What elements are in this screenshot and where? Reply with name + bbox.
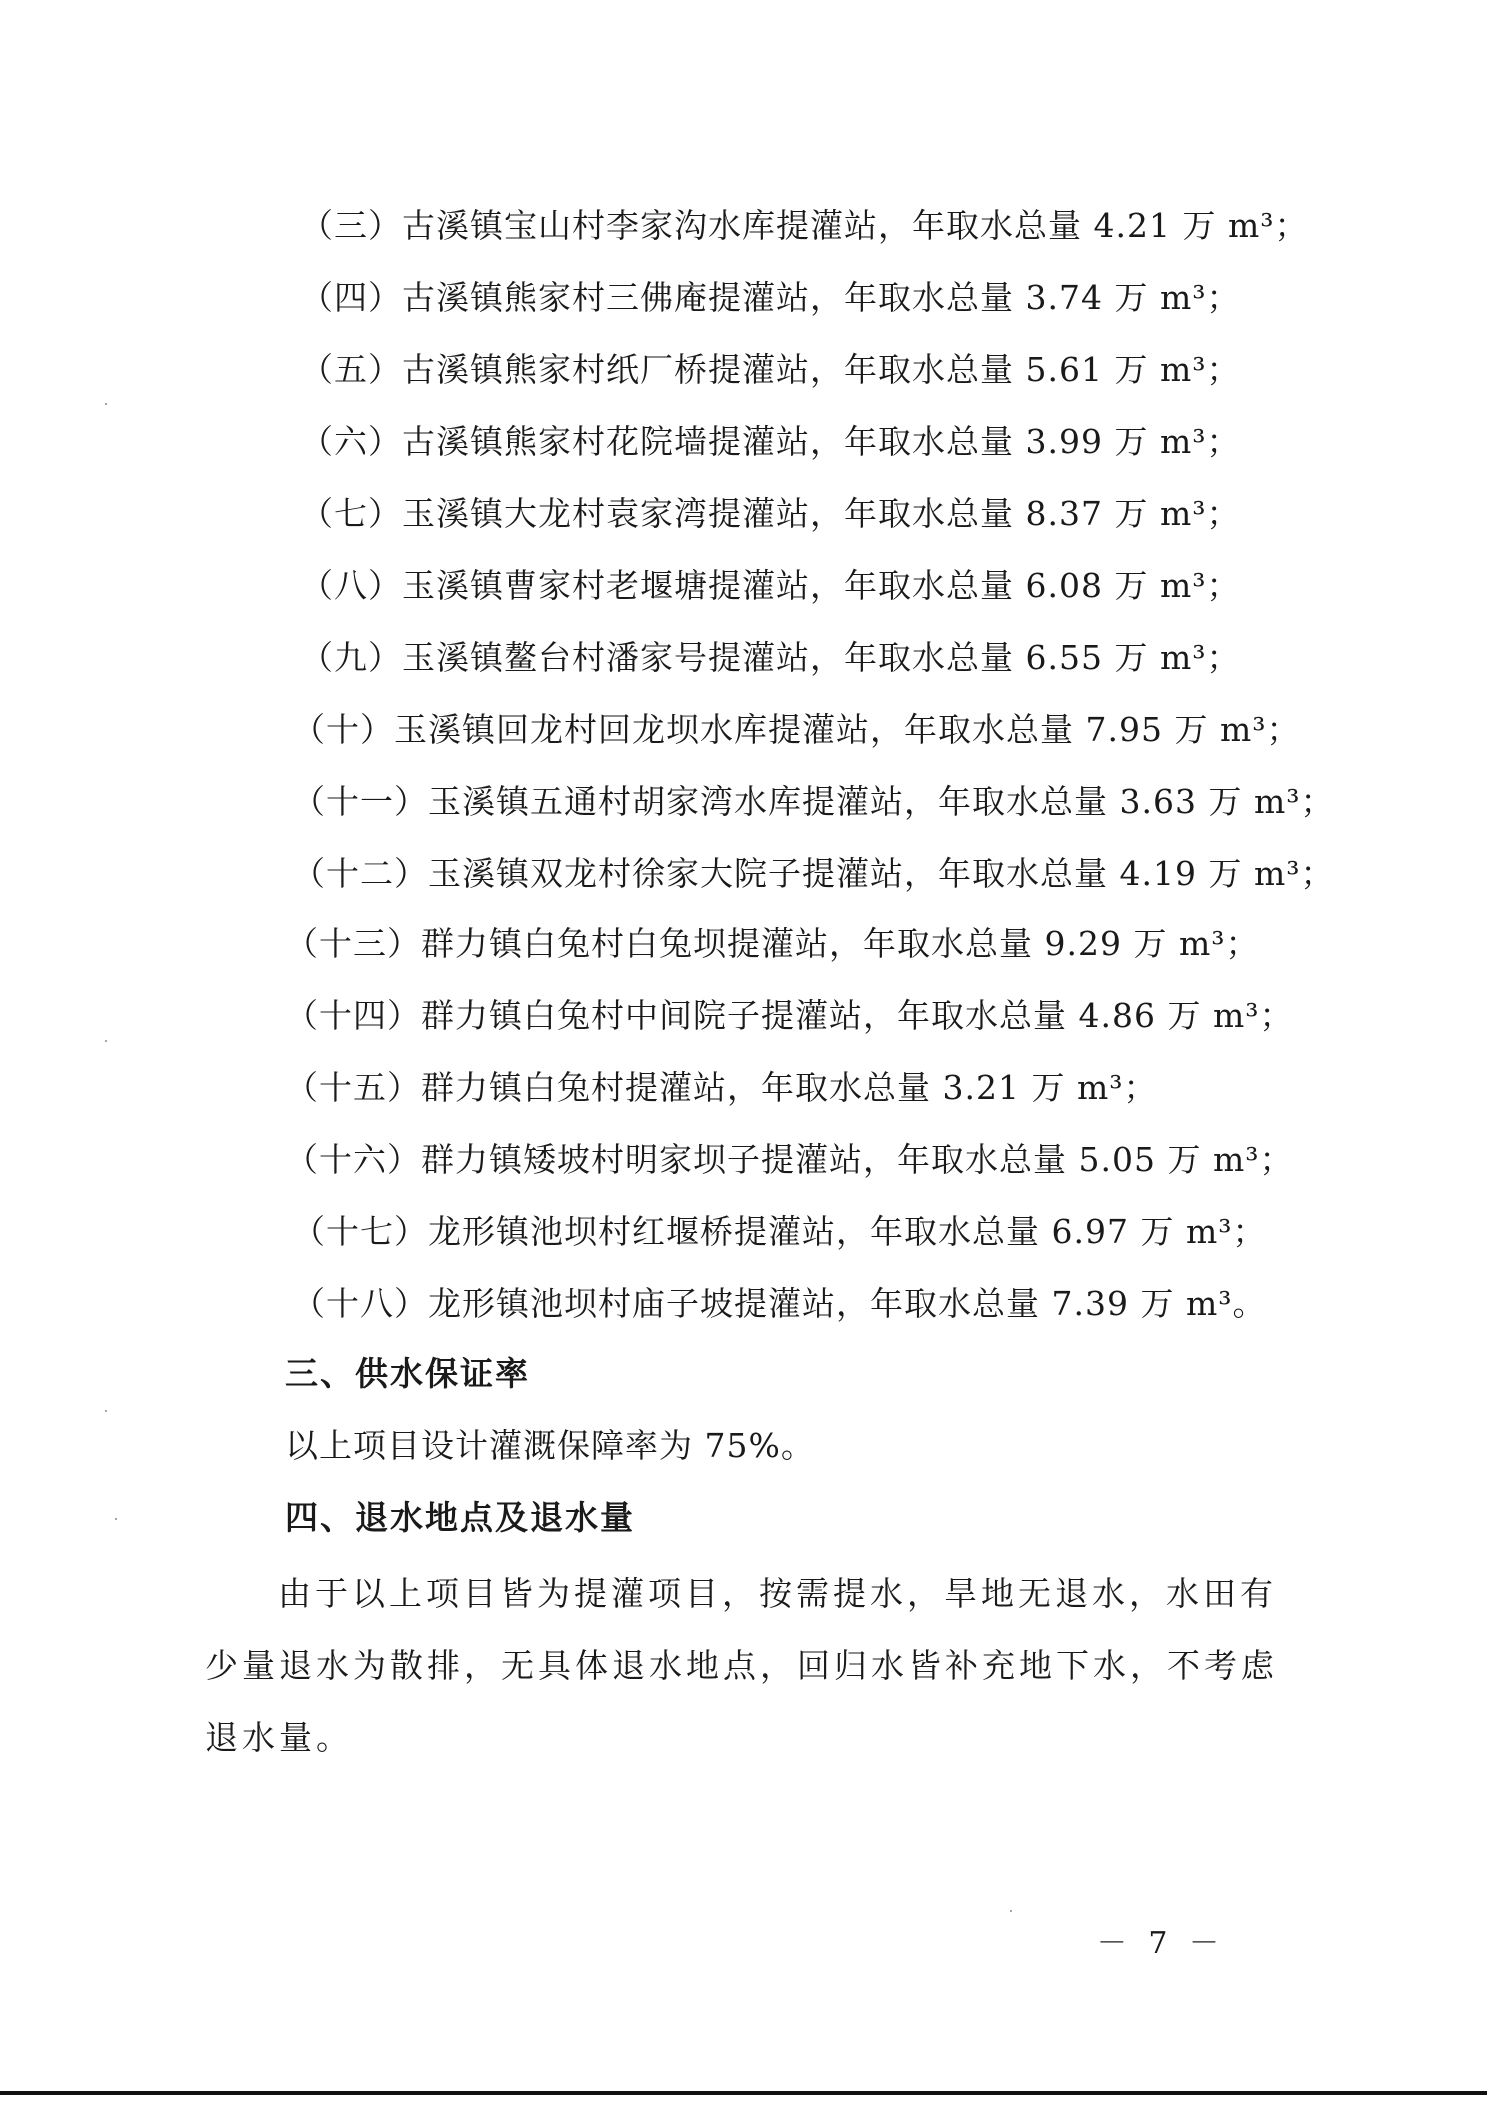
station-line: （十六）群力镇矮坡村明家坝子提灌站，年取水总量 5.05 万 m³；: [285, 1140, 1294, 1179]
station-line: （十四）群力镇白兔村中间院子提灌站，年取水总量 4.86 万 m³；: [285, 996, 1294, 1035]
station-line: （十五）群力镇白兔村提灌站，年取水总量 3.21 万 m³；: [285, 1068, 1158, 1107]
station-line: （十）玉溪镇回龙村回龙坝水库提灌站，年取水总量 7.95 万 m³；: [292, 710, 1301, 749]
section-heading: 四、退水地点及退水量: [285, 1498, 635, 1537]
station-line: （十七）龙形镇池坝村红堰桥提灌站，年取水总量 6.97 万 m³；: [292, 1212, 1267, 1251]
station-line: （六）古溪镇熊家村花院墙提灌站，年取水总量 3.99 万 m³；: [300, 422, 1241, 461]
scan-speck: [105, 403, 107, 405]
station-line: （十一）玉溪镇五通村胡家湾水库提灌站，年取水总量 3.63 万 m³；: [292, 782, 1335, 821]
station-line: （八）玉溪镇曹家村老堰塘提灌站，年取水总量 6.08 万 m³；: [300, 566, 1241, 605]
station-line: （九）玉溪镇鳌台村潘家号提灌站，年取水总量 6.55 万 m³；: [300, 638, 1241, 677]
scan-speck: [105, 1410, 107, 1412]
section-body-line: 由于以上项目皆为提灌项目，按需提水，旱地无退水，水田有: [278, 1574, 1277, 1613]
station-line: （七）玉溪镇大龙村袁家湾提灌站，年取水总量 8.37 万 m³；: [300, 494, 1241, 533]
section-body-line: 少量退水为散排，无具体退水地点，回归水皆补充地下水，不考虑: [205, 1646, 1278, 1685]
section-body: 以上项目设计灌溉保障率为 75%。: [285, 1426, 815, 1465]
station-line: （十三）群力镇白兔村白兔坝提灌站，年取水总量 9.29 万 m³；: [285, 924, 1260, 963]
station-line: （十八）龙形镇池坝村庙子坡提灌站，年取水总量 7.39 万 m³。: [292, 1284, 1267, 1323]
station-line: （五）古溪镇熊家村纸厂桥提灌站，年取水总量 5.61 万 m³；: [300, 350, 1241, 389]
section-heading: 三、供水保证率: [285, 1354, 530, 1393]
station-line: （十二）玉溪镇双龙村徐家大院子提灌站，年取水总量 4.19 万 m³；: [292, 854, 1335, 893]
section-body-line: 退水量。: [205, 1718, 353, 1757]
page-number: － 7 －: [1096, 1926, 1225, 1961]
scan-speck: [1010, 1910, 1012, 1912]
scan-speck: [105, 1040, 107, 1042]
bottom-border-line: [0, 2091, 1487, 2095]
station-line: （三）古溪镇宝山村李家沟水库提灌站，年取水总量 4.21 万 m³；: [300, 206, 1309, 245]
station-line: （四）古溪镇熊家村三佛庵提灌站，年取水总量 3.74 万 m³；: [300, 278, 1241, 317]
scan-speck: [115, 1518, 117, 1520]
